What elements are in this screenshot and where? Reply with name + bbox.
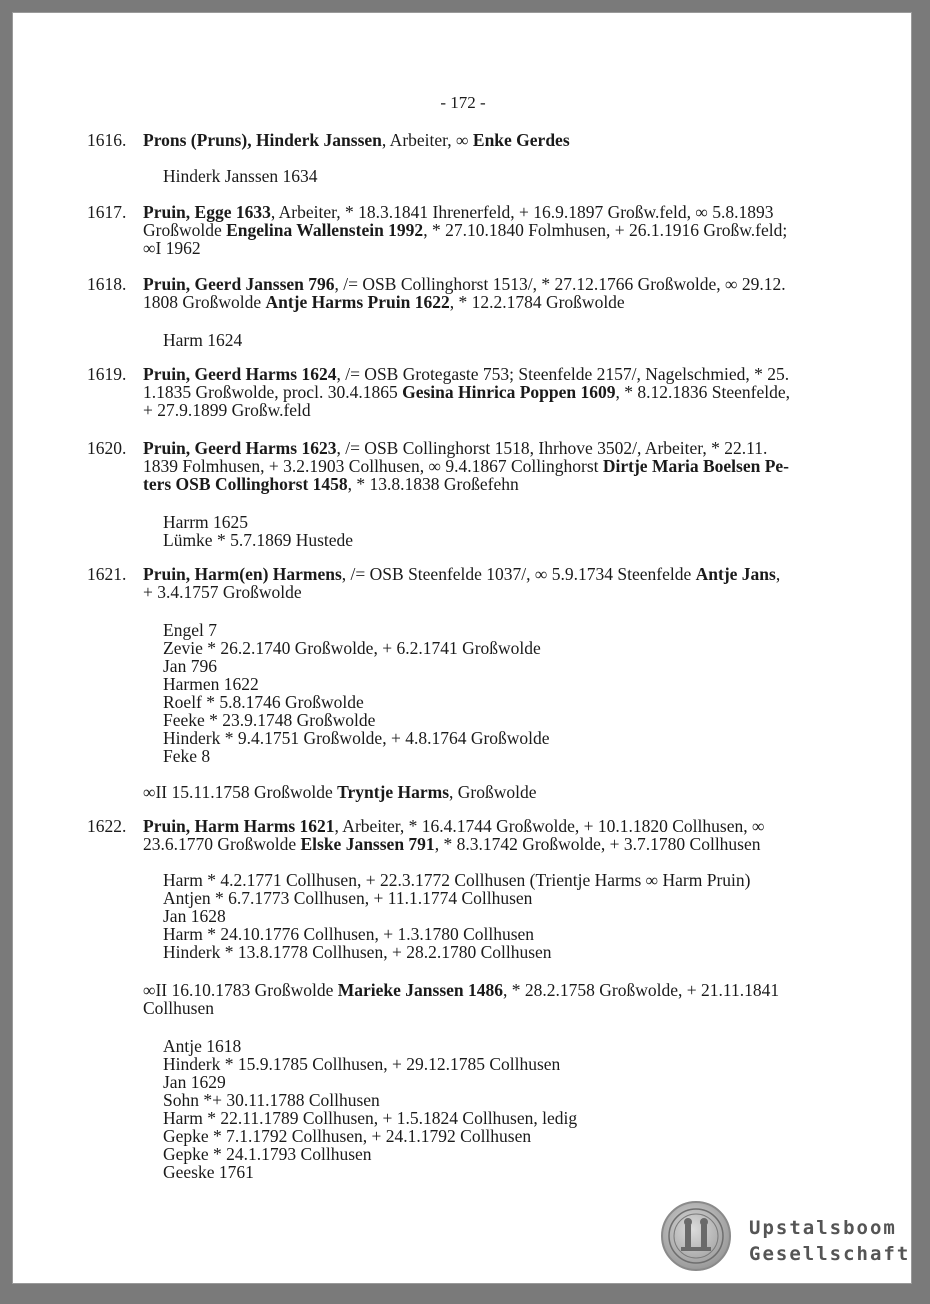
- child-item: Roelf * 5.8.1746 Großwolde: [163, 692, 364, 712]
- child-item: Sohn *+ 30.11.1788 Collhusen: [163, 1090, 380, 1110]
- child-item: Harm 1624: [163, 330, 243, 350]
- bold-name: Tryntje Harms: [337, 782, 450, 802]
- child-item: Geeske 1761: [163, 1162, 254, 1182]
- page-number: - 172 -: [440, 93, 486, 112]
- child-item: Feeke * 23.9.1748 Großwolde: [163, 710, 376, 730]
- text-run: ,: [775, 564, 781, 584]
- text-run: 1.1835 Großwolde, procl. 30.4.1865: [143, 382, 403, 402]
- text-line: [143, 457, 855, 475]
- child-item: Hinderk * 13.8.1778 Collhusen, + 28.2.1780 Collhusen: [163, 942, 552, 962]
- child-item: Hinderk * 9.4.1751 Großwolde, + 4.8.1764 Großwolde: [163, 728, 550, 748]
- seal-icon: [661, 1201, 731, 1271]
- entry-text: [143, 131, 855, 149]
- child-item: Zevie * 26.2.1740 Großwolde, + 6.2.1741 Großwolde: [163, 638, 541, 658]
- children-list: [163, 621, 550, 765]
- child-item: Jan 1629: [163, 1072, 226, 1092]
- text-line: [143, 365, 855, 383]
- bold-name: Pruin, Geerd Harms 1624: [143, 364, 337, 384]
- child-item: Harrm 1625: [163, 512, 249, 532]
- bold-name: Antje Jans: [695, 564, 776, 584]
- child-item: Hinderk * 15.9.1785 Collhusen, + 29.12.1785 Collhusen: [163, 1054, 561, 1074]
- text-line: [143, 203, 855, 221]
- text-line: [143, 817, 855, 835]
- text-line: [143, 475, 855, 493]
- text-run: Collhusen: [143, 998, 214, 1018]
- text-line: [143, 835, 855, 853]
- entry-text: [143, 275, 855, 311]
- text-line: [143, 583, 855, 601]
- text-run: + 3.4.1757 Großwolde: [143, 582, 302, 602]
- text-run: , Arbeiter, ∞: [381, 130, 473, 150]
- text-run: , * 27.10.1840 Folmhusen, + 26.1.1916 Großw.feld;: [423, 220, 788, 240]
- logo-text: [749, 1215, 910, 1267]
- text-run: ∞II 15.11.1758 Großwolde: [143, 782, 338, 802]
- text-line: [143, 981, 855, 999]
- bold-name: ters OSB Collinghorst 1458: [143, 474, 348, 494]
- text-run: 23.6.1770 Großwolde: [143, 834, 301, 854]
- entry-number: 1616.: [87, 130, 127, 150]
- text-run: 1808 Großwolde: [143, 292, 266, 312]
- child-item: Jan 796: [163, 656, 217, 676]
- text-run: , * 8.3.1742 Großwolde, + 3.7.1780 Collhusen: [434, 834, 761, 854]
- entry-text: [143, 565, 855, 601]
- text-run: , /= OSB Grotegaste 753; Steenfelde 2157/, Nagelschmied, * 25.: [336, 364, 790, 384]
- text-line: [143, 383, 855, 401]
- text-line: [143, 439, 855, 457]
- text-run: ∞II 16.10.1783 Großwolde: [143, 980, 338, 1000]
- child-item: Harm * 22.11.1789 Collhusen, + 1.5.1824 Collhusen, ledig: [163, 1108, 578, 1128]
- child-item: Antjen * 6.7.1773 Collhusen, + 11.1.1774 Collhusen: [163, 888, 533, 908]
- text-line: [143, 565, 855, 583]
- child-item: Gepke * 7.1.1792 Collhusen, + 24.1.1792 Collhusen: [163, 1126, 532, 1146]
- bold-name: Elske Janssen 791: [300, 834, 435, 854]
- bold-name: Pruin, Harm Harms 1621: [143, 816, 335, 836]
- bold-name: Prons (Pruns), Hinderk Janssen: [143, 130, 382, 150]
- text-run: 1839 Folmhusen, + 3.2.1903 Collhusen, ∞ 9.4.1867 Collinghorst: [143, 456, 603, 476]
- bold-name: Dirtje Maria Boelsen Pe-: [602, 456, 789, 476]
- text-line: [143, 275, 855, 293]
- text-run: Großwolde: [143, 220, 227, 240]
- text-run: + 27.9.1899 Großw.feld: [143, 400, 311, 420]
- society-logo: [661, 1201, 911, 1273]
- text-run: , Arbeiter, * 18.3.1841 Ihrenerfeld, + 16.9.1897 Großw.feld, ∞ 5.8.1893: [270, 202, 774, 222]
- text-run: , * 28.2.1758 Großwolde, + 21.11.1841: [503, 980, 780, 1000]
- text-run: , * 8.12.1836 Steenfelde,: [615, 382, 790, 402]
- children-list-2: [163, 1037, 577, 1181]
- text-run: , * 13.8.1838 Großefehn: [347, 474, 519, 494]
- child-item: Harm * 4.2.1771 Collhusen, + 22.3.1772 Collhusen (Trientje Harms ∞ Harm Pruin): [163, 870, 751, 890]
- child-item: Harmen 1622: [163, 674, 259, 694]
- text-run: , /= OSB Collinghorst 1518, Ihrhove 3502/, Arbeiter, * 22.11.: [336, 438, 768, 458]
- bold-name: Pruin, Egge 1633: [143, 202, 271, 222]
- child-item: Engel 7: [163, 620, 217, 640]
- child-item: Lümke * 5.7.1869 Hustede: [163, 530, 354, 550]
- entry-text: [143, 365, 855, 419]
- bold-name: Pruin, Geerd Janssen 796: [143, 274, 335, 294]
- text-run: , /= OSB Steenfelde 1037/, ∞ 5.9.1734 Steenfelde: [341, 564, 696, 584]
- entry-number: 1618.: [87, 274, 127, 294]
- children-list: [163, 513, 353, 549]
- bold-name: Gesina Hinrica Poppen 1609: [402, 382, 616, 402]
- text-run: , * 12.2.1784 Großwolde: [449, 292, 625, 312]
- text-line: [143, 239, 855, 257]
- text-line: [143, 401, 855, 419]
- child-item: Jan 1628: [163, 906, 226, 926]
- text-line: [143, 783, 855, 801]
- second-marriage: [143, 783, 855, 801]
- document-page: [12, 12, 912, 1284]
- entry-text: [143, 817, 855, 853]
- bold-name: Marieke Janssen 1486: [337, 980, 504, 1000]
- text-line: [143, 131, 855, 149]
- text-run: , Arbeiter, * 16.4.1744 Großwolde, + 10.1.1820 Collhusen, ∞: [334, 816, 765, 836]
- entry-number: 1617.: [87, 202, 127, 222]
- children-list: [163, 871, 751, 961]
- second-marriage: [143, 981, 855, 1017]
- entry-number: 1621.: [87, 564, 127, 584]
- bold-name: Antje Harms Pruin 1622: [265, 292, 450, 312]
- bold-name: Engelina Wallenstein 1992: [226, 220, 424, 240]
- text-run: , /= OSB Collinghorst 1513/, * 27.12.1766 Großwolde, ∞ 29.12.: [334, 274, 786, 294]
- logo-line-2: Gesellschaft: [749, 1243, 911, 1265]
- child-item: Feke 8: [163, 746, 211, 766]
- text-run: ∞I 1962: [143, 238, 201, 258]
- child-item: Harm * 24.10.1776 Collhusen, + 1.3.1780 Collhusen: [163, 924, 535, 944]
- children-list: [163, 331, 242, 349]
- entry-number: 1619.: [87, 364, 127, 384]
- text-run: , Großwolde: [449, 782, 537, 802]
- entry-number: 1620.: [87, 438, 127, 458]
- text-line: [143, 221, 855, 239]
- text-line: [143, 293, 855, 311]
- entry-text: [143, 439, 855, 493]
- child-item: Hinderk Janssen 1634: [163, 166, 318, 186]
- entry-text: [143, 203, 855, 257]
- text-line: [143, 999, 855, 1017]
- logo-line-1: Upstalsboom: [749, 1217, 897, 1239]
- child-item: Antje 1618: [163, 1036, 242, 1056]
- children-list: [163, 167, 318, 185]
- bold-name: Pruin, Harm(en) Harmens: [143, 564, 342, 584]
- child-item: Gepke * 24.1.1793 Collhusen: [163, 1144, 372, 1164]
- bold-name: Pruin, Geerd Harms 1623: [143, 438, 337, 458]
- entry-number: 1622.: [87, 816, 127, 836]
- bold-name: Enke Gerdes: [472, 130, 570, 150]
